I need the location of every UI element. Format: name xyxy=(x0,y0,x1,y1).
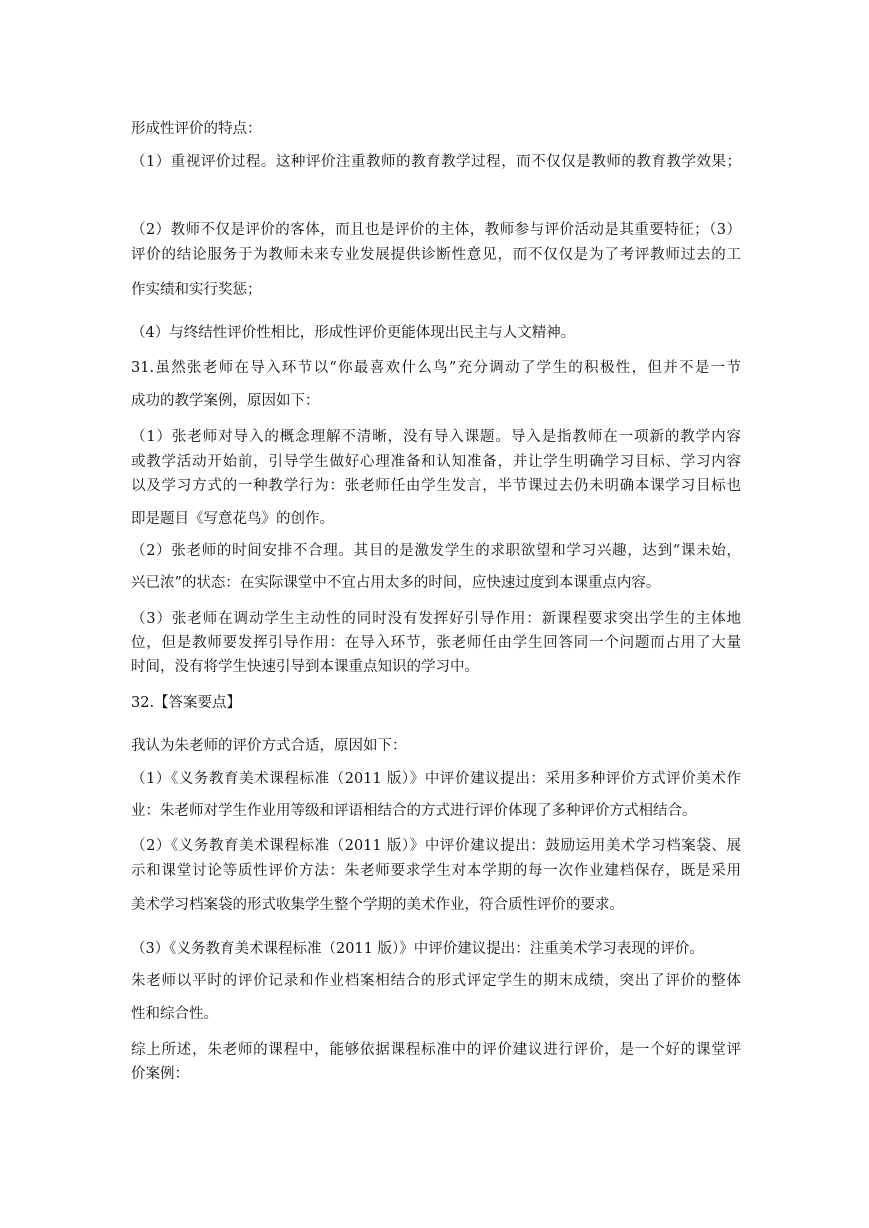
paragraph-line: 兴已浓”的状态：在实际课堂中不宜占用太多的时间，应快速过度到本课重点内容。 xyxy=(131,575,661,591)
paragraph-line: （4）与终结性评价性相比，形成性评价更能体现出民主与人文精神。 xyxy=(131,325,576,341)
paragraph-line: （2）教师不仅是评价的客体，而且也是评价的主体，教师参与评价活动是其重要特征；（3） xyxy=(131,222,741,238)
paragraph-line: （3）《义务教育美术课程标准（2011 版）》中评价建议提出：注重美术学习表现的评价。 xyxy=(131,941,704,957)
question-31-line: 31.虽然张老师在导入环节以“你最喜欢什么鸟”充分调动了学生的积极性，但并不是一节 xyxy=(131,360,741,376)
paragraph-line: （1）《义务教育美术课程标准（2011 版）》中评价建议提出：采用多种评价方式评价美术作 xyxy=(131,771,741,787)
paragraph-line: （1）重视评价过程。这种评价注重教师的教育教学过程，而不仅仅是教师的教育教学效果； xyxy=(131,154,741,170)
paragraph-line: 以及学习方式的一种教学行为：张老师任由学生发言，半节课过去仍未明确本课学习目标也 xyxy=(131,478,741,494)
paragraph-line: 美术学习档案袋的形式收集学生整个学期的美术作业，符合质性评价的要求。 xyxy=(131,897,624,913)
paragraph-line: 或教学活动开始前，引导学生做好心理准备和认知准备，并让学生明确学习目标、学习内容 xyxy=(131,454,741,470)
question-32-heading: 32.【答案要点】 xyxy=(131,695,242,711)
section-heading: 形成性评价的特点： xyxy=(131,121,262,137)
paragraph-line: （1）张老师对导入的概念理解不清晰，没有导入课题。导入是指教师在一项新的教学内容 xyxy=(131,429,741,445)
paragraph-line: 业：朱老师对学生作业用等级和评语相结合的方式进行评价体现了多种评价方式相结合。 xyxy=(131,803,697,819)
paragraph-line: 我认为朱老师的评价方式合适，原因如下： xyxy=(131,738,407,754)
paragraph-line: 成功的教学案例，原因如下： xyxy=(131,393,320,409)
paragraph-line: （2）《义务教育美术课程标准（2011 版）》中评价建议提出：鼓励运用美术学习档案袋、展 xyxy=(131,838,741,854)
paragraph-line: 朱老师以平时的评价记录和作业档案相结合的形式评定学生的期末成绩，突出了评价的整体 xyxy=(131,973,741,989)
paragraph-line: 示和课堂讨论等质性评价方法：朱老师要求学生对本学期的每一次作业建档保存，既是采用 xyxy=(131,863,741,879)
paragraph-line: 综上所述，朱老师的课程中，能够依据课程标准中的评价建议进行评价，是一个好的课堂评 xyxy=(131,1042,741,1058)
paragraph-line: 性和综合性。 xyxy=(131,1006,218,1022)
paragraph-line: （2）张老师的时间安排不合理。其目的是激发学生的求职欲望和学习兴趣，达到“课未始， xyxy=(131,543,741,559)
paragraph-line: 时间，没有将学生快速引导到本课重点知识的学习中。 xyxy=(131,659,479,675)
paragraph-line: 作实绩和实行奖惩； xyxy=(131,282,262,298)
paragraph-line: （3）张老师在调动学生主动性的同时没有发挥好引导作用：新课程要求突出学生的主体地 xyxy=(131,611,741,627)
paragraph-line: 位，但是教师要发挥引导作用：在导入环节，张老师任由学生回答同一个问题而占用了大量 xyxy=(131,635,741,651)
paragraph-line: 评价的结论服务于为教师未来专业发展提供诊断性意见，而不仅仅是为了考评教师过去的工 xyxy=(131,247,741,263)
paragraph-line: 即是题目《写意花鸟》的创作。 xyxy=(131,511,334,527)
paragraph-line: 价案例： xyxy=(131,1066,189,1082)
